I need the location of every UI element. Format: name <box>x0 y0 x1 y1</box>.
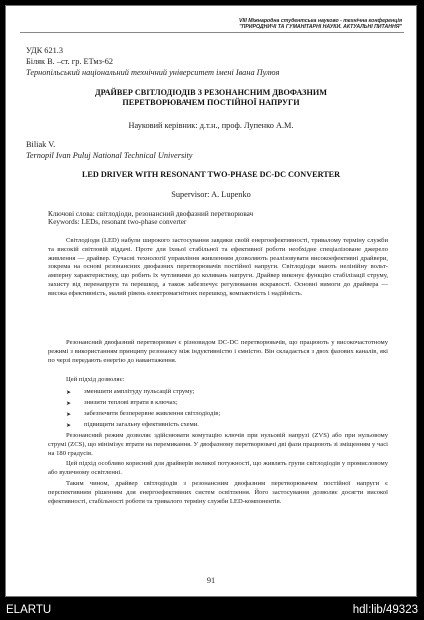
paragraph-4: Резонансний режим дозволяє здійснювати комутацію ключів при нульовій напрузі (ZVS) або при нульовому струмі (ZCS), що мінімізує втрати на перемикання. У двофазному перетворювачі дві фази працюють зі зміщенням у часі на 180 градусів. <box>48 432 388 457</box>
supervisor-ua: Науковий керівник: д.т.н., проф. Лупенко А.М. <box>128 121 294 130</box>
conference-header-line2: "ПРИРОДНИЧІ ТА ГУМАНІТАРНІ НАУКИ. АКТУАЛЬНІ ПИТАННЯ" <box>239 24 402 30</box>
supervisor-en: Supervisor: A. Lupenko <box>171 190 251 199</box>
bullet-item: знизити теплові втрати в ключах; <box>84 399 178 406</box>
affiliation-en: Ternopil Ivan Puluj National Technical University <box>26 151 193 160</box>
title-ua-line1: ДРАЙВЕР СВІТЛОДІОДІВ З РЕЗОНАНСНИМ ДВОФАЗНИМ <box>95 88 327 97</box>
document-page <box>5 5 417 597</box>
udc-code: УДК 621.3 <box>26 46 63 55</box>
footer-repository-name: ELARTU <box>6 604 52 616</box>
footer-handle: hdl:lib/49323 <box>352 604 418 616</box>
bullet-item: підвищити загальну ефективність схеми. <box>84 421 199 428</box>
header-rule <box>20 32 404 33</box>
paragraph-1: Світлодіоди (LED) набули широкого застосування завдяки своїй енергоефективності, тривалому терміну служби та високій світловій віддачі. Проте для їхньої стабільної та ефективної роботи необхідне спеціалізоване джерело живлення — драйвер. Сучасні технології управління живленням дозволяють реалізовувати високоефективні драйвери, зокрема на основі резонансних двофазних перетворювачів постійної напруги. Світлодіоди мають нелінійну вольт-амперну характеристику, що робить їх чутливими до коливань напруги. Драйвер виконує функцію стабілізації струму, захисту від перенапруги та перешкод, а також забезпечує регулювання яскравості. Основні вимоги до драйвера — висока ефективність, малий рівень електромагнітних перешкод, компактність і надійність. <box>48 237 388 297</box>
bullet-marker-icon: ➤ <box>66 400 72 407</box>
bullet-item: забезпечити безперервне живлення світлодіодів; <box>84 410 221 417</box>
author-en: Biliak V. <box>26 140 56 149</box>
bullet-item: зменшити амплітуду пульсацій струму; <box>84 388 195 395</box>
bullet-marker-icon: ➤ <box>66 422 72 429</box>
paragraph-5: Цей підхід особливо корисний для драйверів великої потужності, що живлять групи світлодіодів у промисловому або вуличному освітленні. <box>48 460 388 476</box>
title-ua-line2: ПЕРЕТВОРЮВАЧЕМ ПОСТІЙНОЇ НАПРУГИ <box>122 98 300 107</box>
paragraph-2: Резонансний двофазний перетворювач є різновидом DC-DC перетворювачів, що працюють у високочастотному режимі з використанням принципу резонансу між індуктивністю і ємністю. Він складається з двох фазових каналів, які по черзі передають енергію до навантаження. <box>48 339 388 364</box>
page-number: 91 <box>206 576 216 585</box>
conference-header-line1: VIII Міжнародна студентська науково - технічна конференція <box>239 18 402 24</box>
affiliation-ua: Тернопільський національний технічний університет імені Івана Пулюя <box>26 68 280 77</box>
title-en: LED DRIVER WITH RESONANT TWO-PHASE DC-DC CONVERTER <box>81 170 341 179</box>
footer-bar <box>0 602 424 620</box>
paragraph-3: Цей підхід дозволяє: <box>66 376 125 383</box>
keywords-en: Keywords: LEDs, resonant two-phase converter <box>48 218 187 226</box>
author-ua: Біляк В. –ст. гр. ЕТмз-62 <box>26 57 114 66</box>
keywords-ua: Ключові слова: світлодіоди, резонансний двофазний перетворювач <box>48 210 254 218</box>
bullet-marker-icon: ➤ <box>66 389 72 396</box>
bullet-marker-icon: ➤ <box>66 411 72 418</box>
paragraph-6: Таким чином, драйвер світлодіодів з резонансним двофазним перетворювачем постійної напруги є перспективним рішенням для енергоефективних систем освітлення. Його застосування дозволяє досягти високої ефективності, стабільності роботи та тривалого терміну служби LED-компонентів. <box>48 480 388 505</box>
